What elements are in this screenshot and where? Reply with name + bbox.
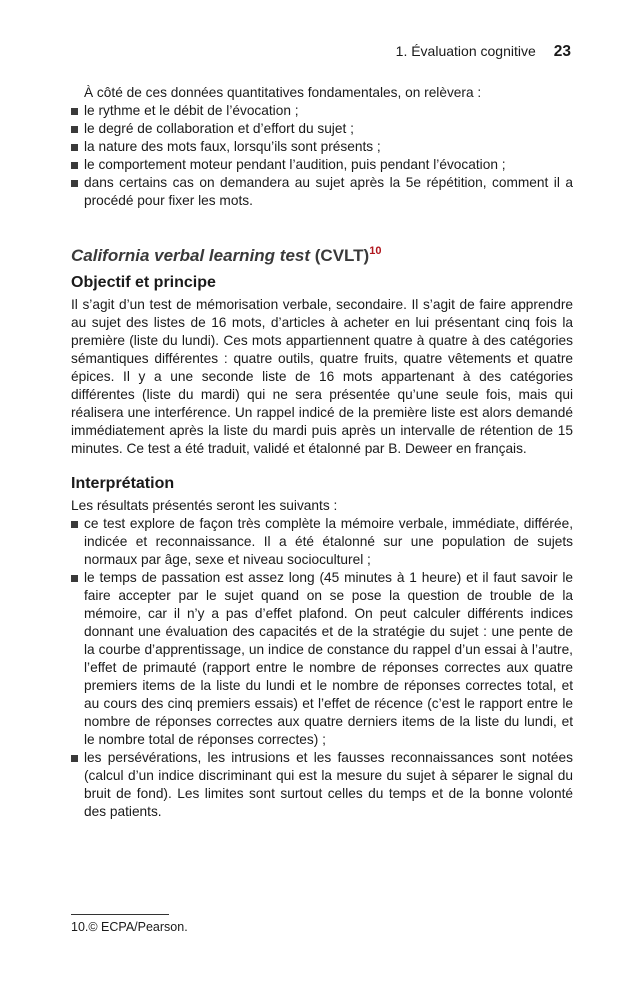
footnote: 10.© ECPA/Pearson. — [71, 920, 188, 934]
list-item: la nature des mots faux, lorsqu’ils sont présents ; — [71, 138, 573, 156]
list-item: le comportement moteur pendant l’audition, puis pendant l’évocation ; — [71, 156, 573, 174]
section-title-acronym: (CVLT) — [314, 246, 370, 265]
footnote-reference[interactable]: 10 — [369, 245, 382, 257]
objectif-heading: Objectif et principe — [71, 274, 216, 291]
footnote-divider — [71, 914, 169, 915]
square-bullet-icon — [71, 162, 78, 169]
square-bullet-icon — [71, 126, 78, 133]
list-item: le temps de passation est assez long (45 minutes à 1 heure) et il faut savoir le faire accepter par le sujet quand on se pose la question de trouble de la mémoire, car il n’y a pas d’effet plafond. On peut calculer différents indices donnant une évaluation des capacités et de la stratégie du sujet : une pente de la courbe d’apprentissage, un indice de constance du rappel d’un essai à l’autre, l’effet de primauté (rapport entre le nombre de réponses correctes aux quatre premiers items de la liste du lundi et le nombre de réponses correctes total, et au cours des cinq premiers essais) et l’effet de récence (c’est le rapport entre le nombre de réponses correctes aux quatre derniers items de la liste du lundi, et le nombre total de réponses correctes) ; — [71, 569, 573, 749]
section-title — [71, 240, 573, 267]
chapter-title: 1. Évaluation cognitive — [395, 43, 536, 59]
list-item: le rythme et le débit de l’évocation ; — [71, 102, 573, 120]
square-bullet-icon — [71, 108, 78, 115]
interpretation-list — [71, 515, 573, 821]
interpretation-heading: Interprétation — [71, 475, 175, 492]
square-bullet-icon — [71, 755, 78, 762]
objectif-paragraph: Il s’agit d’un test de mémorisation verbale, secondaire. Il s’agit de faire apprendre au sujet des listes de 16 mots, d’articles à acheter en lui présentant cinq fois la première (liste du lundi). Ces mots appartiennent quatre à quatre à des catégories sémantiques différentes : quatre outils, quatre fruits, quatre vêtements et quatre épices. Il y a une seconde liste de 16 mots appartenant à des catégories différentes (liste du mardi) qui ne sera présentée qu’une seule fois, mais qui réalisera une interférence. Un rappel indicé de la première liste est alors demandé immédiatement après la liste du mardi puis après un intervalle de rétention de 15 minutes. Ce test a été traduit, validé et étalonné par B. Deweer en français. — [71, 297, 573, 456]
square-bullet-icon — [71, 180, 78, 187]
square-bullet-icon — [71, 575, 78, 582]
square-bullet-icon — [71, 521, 78, 528]
square-bullet-icon — [71, 144, 78, 151]
page-number: 23 — [553, 43, 571, 60]
running-head — [396, 43, 571, 61]
list-item: dans certains cas on demandera au sujet après la 5e répétition, comment il a procédé pour fixer les mots. — [71, 174, 573, 210]
list-item: le degré de collaboration et d’effort du sujet ; — [71, 120, 573, 138]
interpretation-lead: Les résultats présentés seront les suivants : — [71, 498, 338, 513]
list-item: ce test explore de façon très complète la mémoire verbale, immédiate, différée, indicée et reconnaissance. Il a été étalonné sur une population de sujets normaux par âge, sexe et niveau socioculturel ; — [71, 515, 573, 569]
intro-list — [71, 102, 573, 210]
list-item: les persévérations, les intrusions et les fausses reconnaissances sont notées (calcul d’un indice discriminant qui est la mesure du sujet à séparer le signal du bruit de fond). Les limites sont surtout celles du temps et de la bonne volonté des patients. — [71, 749, 573, 821]
main-content — [71, 84, 573, 821]
intro-lead: À côté de ces données quantitatives fondamentales, on relèvera : — [84, 85, 482, 100]
section-title-name: California verbal learning test — [71, 246, 311, 265]
